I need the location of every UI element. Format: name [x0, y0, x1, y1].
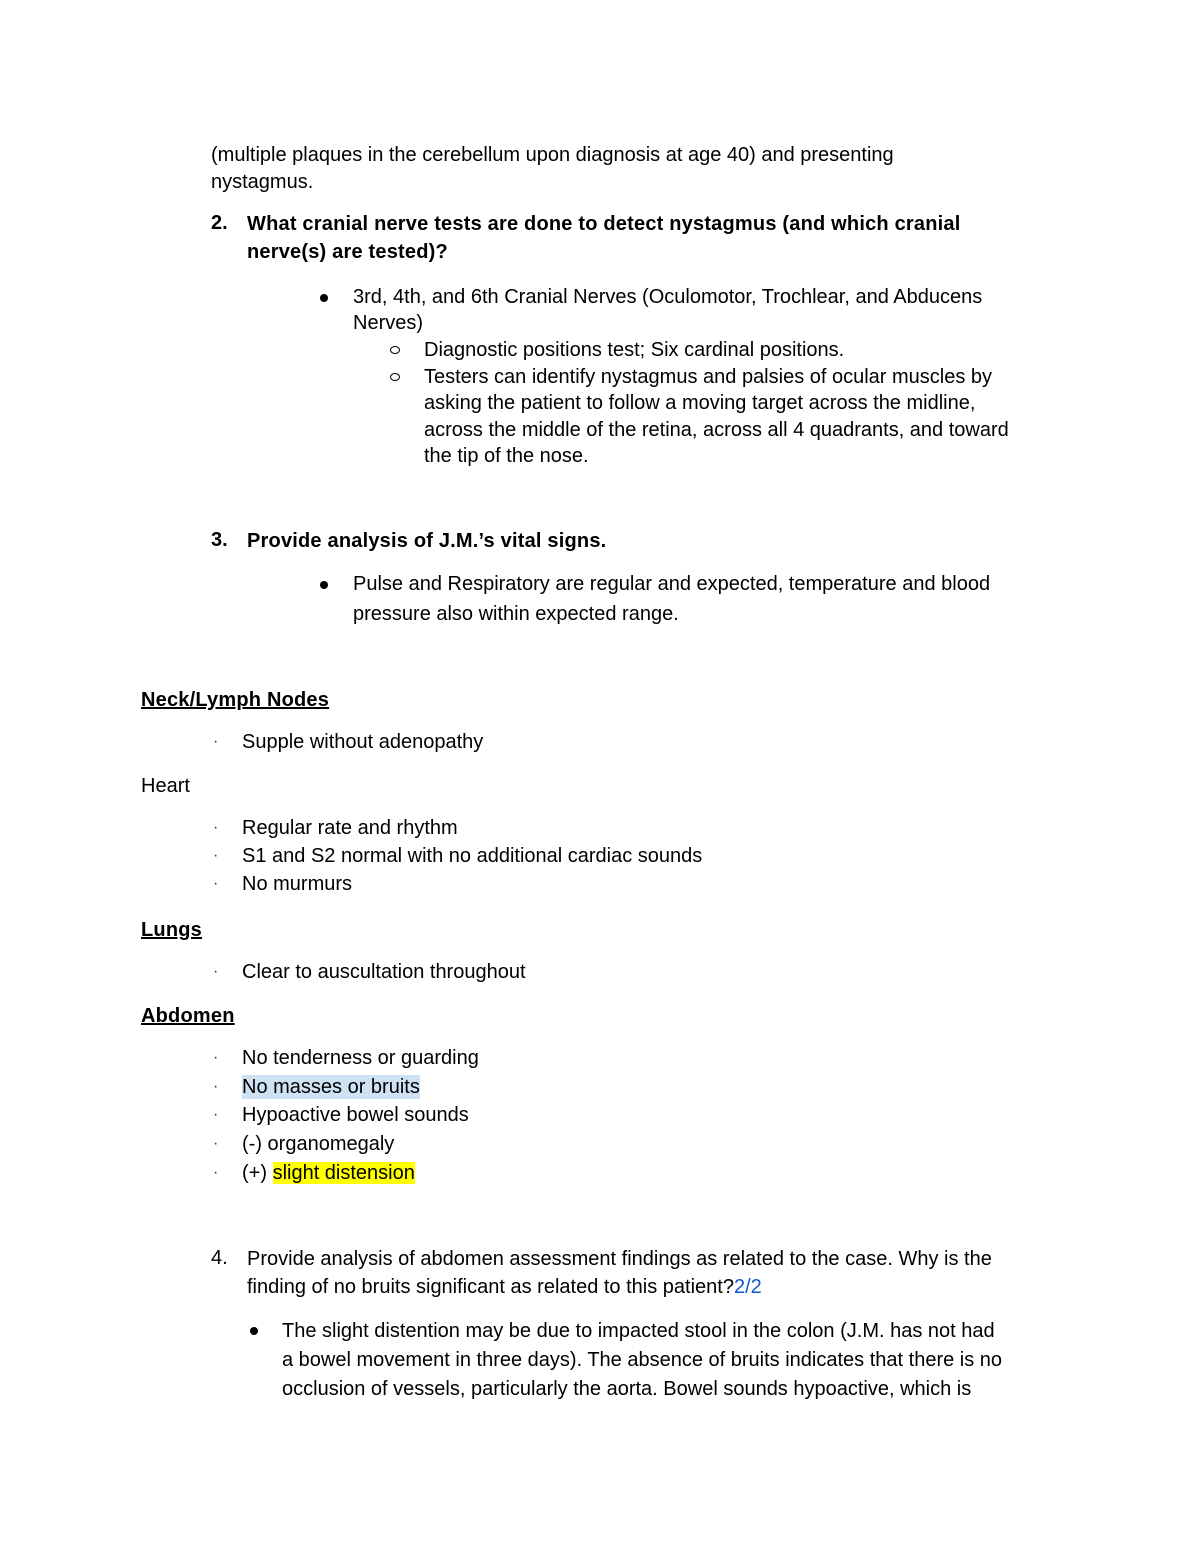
- bullet-marker: ·: [213, 819, 219, 836]
- bullet-marker: ·: [213, 963, 219, 980]
- abdomen-heading: Abdomen: [141, 1005, 235, 1027]
- abdomen-item: Hypoactive bowel sounds: [242, 1104, 469, 1126]
- sub-bullet-icon: [390, 346, 400, 354]
- question-2-line-2: nerve(s) are tested)?: [247, 241, 448, 263]
- q3-answer-line-1: Pulse and Respiratory are regular and expected, temperature and blood: [353, 573, 991, 595]
- question-4-line-2-text: finding of no bruits significant as related to this patient?: [247, 1276, 734, 1298]
- neck-heading: Neck/Lymph Nodes: [141, 689, 330, 711]
- heart-item: Regular rate and rhythm: [242, 817, 458, 839]
- bullet-icon: [250, 1327, 258, 1335]
- abdomen-item: No tenderness or guarding: [242, 1047, 479, 1069]
- heart-heading: Heart: [141, 775, 190, 797]
- question-3-number: 3.: [211, 529, 228, 551]
- abdomen-item-highlighted: No masses or bruits: [242, 1076, 420, 1098]
- neck-item: Supple without adenopathy: [242, 731, 484, 753]
- q2-answer-line-1: 3rd, 4th, and 6th Cranial Nerves (Oculomotor, Trochlear, and Abducens: [353, 286, 983, 308]
- q2-answer-line-2: Nerves): [353, 312, 424, 334]
- question-3-text: Provide analysis of J.M.’s vital signs.: [247, 530, 607, 552]
- lungs-heading: Lungs: [141, 919, 202, 941]
- bullet-marker: ·: [213, 1164, 219, 1181]
- score-link[interactable]: 2/2: [733, 1276, 762, 1298]
- bullet-icon: [320, 581, 328, 589]
- sub-bullet-icon: [390, 373, 400, 381]
- abdomen-item-last: [242, 1161, 415, 1185]
- question-4-line-1: Provide analysis of abdomen assessment findings as related to the case. Why is the: [247, 1248, 992, 1270]
- q2-sub-2-line-2: asking the patient to follow a moving target across the midline,: [424, 392, 976, 414]
- q2-sub-2-line-3: across the middle of the retina, across all 4 quadrants, and toward: [424, 419, 1009, 441]
- bullet-marker: ·: [213, 875, 219, 892]
- bullet-marker: ·: [213, 1078, 219, 1095]
- abdomen-last-highlight: slight distension: [272, 1162, 415, 1184]
- bullet-marker: ·: [213, 1106, 219, 1123]
- question-4-line-2: [247, 1275, 762, 1299]
- bullet-marker: ·: [213, 1135, 219, 1152]
- heart-item: No murmurs: [242, 873, 353, 895]
- intro-line-1: (multiple plaques in the cerebellum upon diagnosis at age 40) and presenting: [211, 144, 894, 166]
- q3-answer-line-2: pressure also within expected range.: [353, 603, 679, 625]
- q4-answer-line-3: occlusion of vessels, particularly the aorta. Bowel sounds hypoactive, which is: [282, 1378, 972, 1400]
- question-2-line-1: What cranial nerve tests are done to detect nystagmus (and which cranial: [247, 213, 961, 235]
- bullet-icon: [320, 294, 328, 302]
- q4-answer-line-2: a bowel movement in three days). The absence of bruits indicates that there is no: [282, 1349, 1003, 1371]
- lungs-item: Clear to auscultation throughout: [242, 961, 526, 983]
- question-4-number: 4.: [211, 1247, 228, 1269]
- q2-sub-1: Diagnostic positions test; Six cardinal positions.: [424, 339, 845, 361]
- q2-sub-2-line-4: the tip of the nose.: [424, 445, 589, 467]
- question-2-number: 2.: [211, 212, 228, 234]
- abdomen-last-prefix: (+): [242, 1162, 273, 1184]
- bullet-marker: ·: [213, 733, 219, 750]
- q4-answer-line-1: The slight distention may be due to impacted stool in the colon (J.M. has not had: [282, 1320, 995, 1342]
- intro-line-2: nystagmus.: [211, 171, 314, 193]
- bullet-marker: ·: [213, 1049, 219, 1066]
- heart-item: S1 and S2 normal with no additional cardiac sounds: [242, 845, 703, 867]
- bullet-marker: ·: [213, 847, 219, 864]
- q2-sub-2-line-1: Testers can identify nystagmus and palsies of ocular muscles by: [424, 366, 993, 388]
- abdomen-item: (-) organomegaly: [242, 1133, 395, 1155]
